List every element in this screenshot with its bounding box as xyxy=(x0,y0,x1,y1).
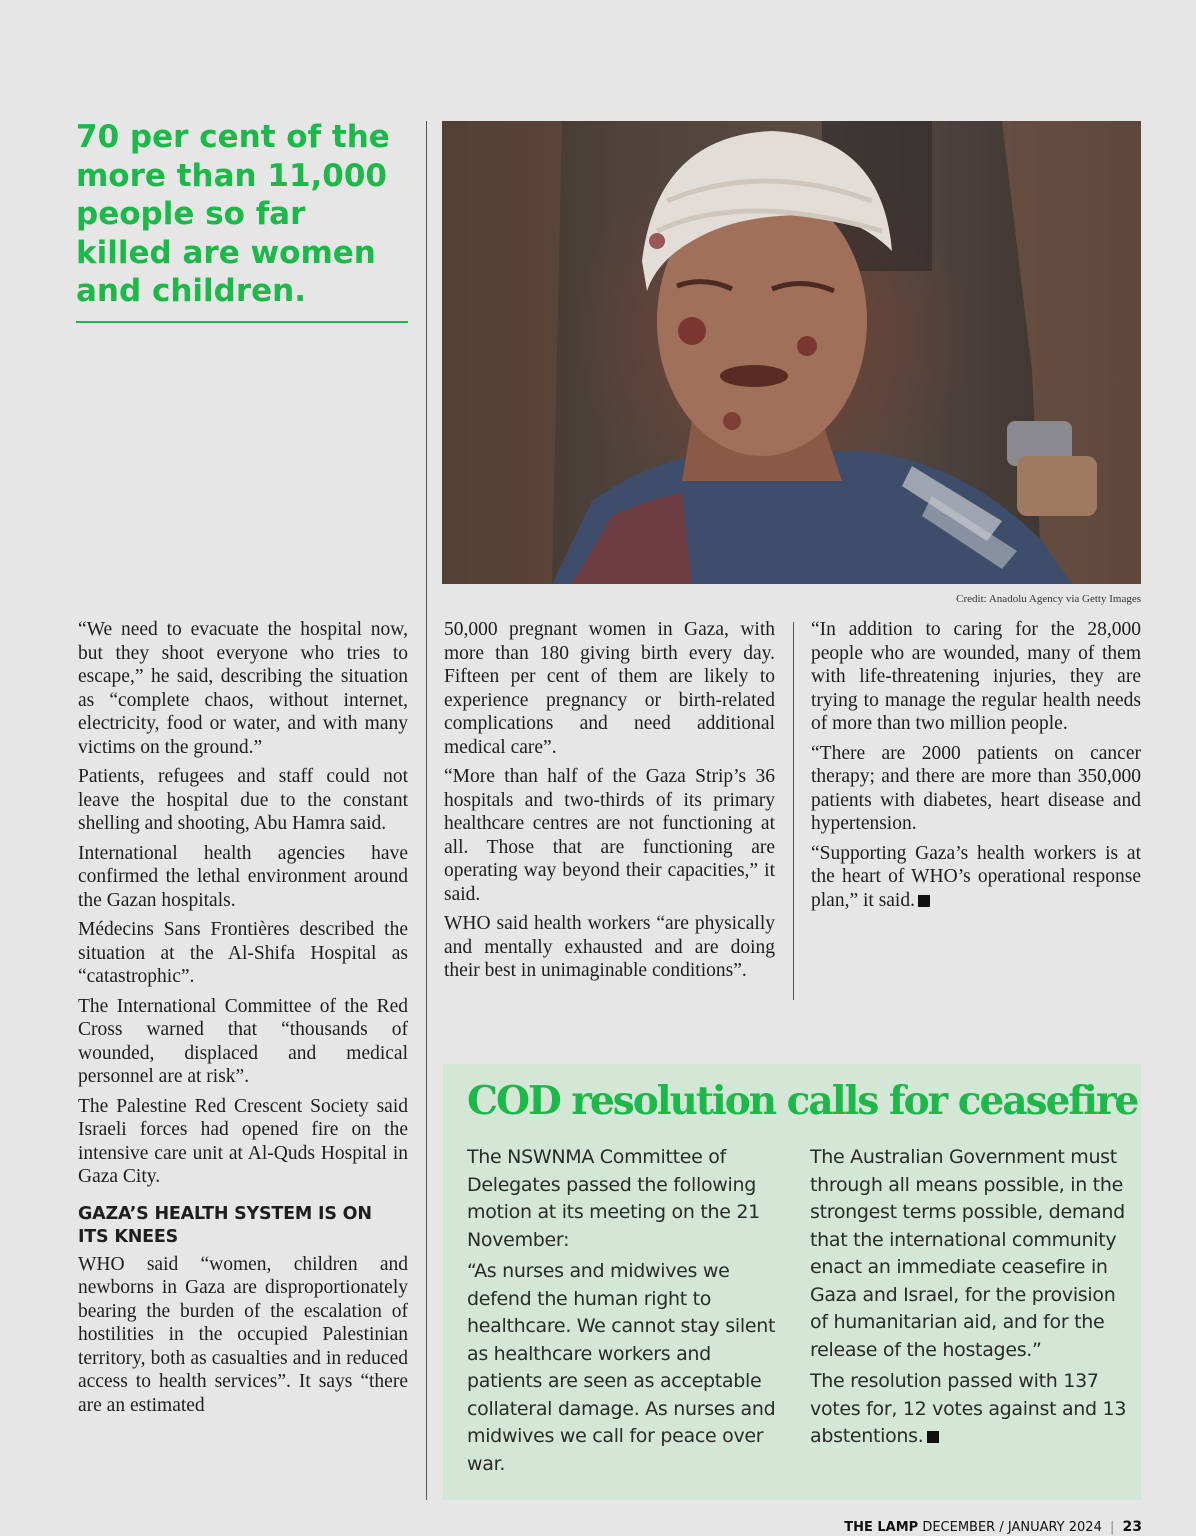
paragraph: “More than half of the Gaza Strip’s 36 hospitals and two-thirds of its primary healthcare centres are not functioning at all. Those that are functioning are operating way beyond their capacities,” it said. xyxy=(444,766,775,905)
paragraph: WHO said health workers “are physically and mentally exhausted and are doing their best in unimaginable conditions”. xyxy=(444,913,775,981)
page-number: 23 xyxy=(1122,1519,1142,1535)
paragraph: The International Committee of the Red Cross warned that “thousands of wounded, displaced and medical personnel are at risk”. xyxy=(78,995,408,1087)
article-column-2 xyxy=(444,618,775,989)
article-column-1 xyxy=(78,618,408,1423)
paragraph: “As nurses and midwives we defend the human right to healthcare. We cannot stay silent as healthcare workers and patients are seen as acceptable collateral damage. As nurses and midwives we call for peace over war. xyxy=(467,1260,776,1475)
paragraph-last xyxy=(810,1368,1130,1451)
article-column-3 xyxy=(811,618,1141,918)
footer-separator: | xyxy=(1109,1520,1115,1535)
paragraph: “We need to evacuate the hospital now, but they shoot everyone who tries to escape,” he said, describing the situation as “complete chaos, without internet, electricity, food or water, and with many victims on the ground.” xyxy=(78,619,408,758)
paragraph: The Palestine Red Crescent Society said Israeli forces had opened fire on the intensive care unit at Al-Quds Hospital in Gaza City. xyxy=(78,1095,408,1187)
column-divider-right xyxy=(793,622,794,1000)
paragraph-last xyxy=(811,842,1141,913)
paragraph: International health agencies have confirmed the lethal environment around the Gazan hospitals. xyxy=(78,842,408,911)
page-footer xyxy=(844,1519,1142,1535)
paragraph: “In addition to caring for the 28,000 people who are wounded, many of them with life-threatening injuries, they are trying to manage the regular health needs of more than two million people. xyxy=(811,619,1141,734)
article-photo xyxy=(442,121,1141,584)
sidebar-column-2 xyxy=(810,1144,1130,1455)
paragraph-text: The resolution passed with 137 votes for, 12 votes against and 13 abstentions. xyxy=(810,1370,1127,1447)
paragraph-text: “Supporting Gaza’s health workers is at the heart of WHO’s operational response plan,” it said. xyxy=(811,842,1141,911)
sidebar-title: COD resolution calls for ceasefire xyxy=(467,1078,1138,1124)
paragraph: The Australian Government must through all means possible, in the strongest terms possible, demand that the international community enact an immediate ceasefire in Gaza and Israel, for the provision of humanitarian aid, and for the release of the hostages.” xyxy=(810,1146,1125,1361)
end-mark-icon xyxy=(918,895,930,907)
sidebar-box xyxy=(443,1064,1141,1500)
paragraph: WHO said “women, children and newborns in Gaza are disproportionately bearing the burden of the escalation of hostilities in the occupied Palestinian territory, both as casualties and in reduced access to health services”. It says “there are an estimated xyxy=(78,1253,408,1416)
issue-date: DECEMBER / JANUARY 2024 xyxy=(922,1520,1102,1535)
pull-quote-rule xyxy=(76,321,408,323)
sidebar-column-1 xyxy=(467,1144,787,1482)
photo-credit: Credit: Anadolu Agency via Getty Images xyxy=(956,593,1141,605)
photo-illustration xyxy=(442,121,1141,584)
paragraph: “There are 2000 patients on cancer therapy; and there are more than 350,000 patients with diabetes, heart disease and hypertension. xyxy=(811,742,1141,834)
pull-quote: 70 per cent of the more than 11,000 people so far killed are women and children. xyxy=(76,119,390,309)
end-mark-icon xyxy=(927,1431,939,1443)
article-subheading: GAZA’S HEALTH SYSTEM IS ON ITS KNEES xyxy=(78,1203,372,1247)
column-divider-left xyxy=(426,121,427,1500)
magazine-name: THE LAMP xyxy=(844,1520,919,1535)
paragraph: Patients, refugees and staff could not leave the hospital due to the constant shelling and shooting, Abu Hamra said. xyxy=(78,766,408,834)
paragraph: Médecins Sans Frontières described the situation at the Al-Shifa Hospital as “catastrophic”. xyxy=(78,919,408,987)
paragraph: 50,000 pregnant women in Gaza, with more than 180 giving birth every day. Fifteen per cent of them are likely to experience pregnancy or birth-related complications and need additional medical care”. xyxy=(444,619,775,758)
paragraph: The NSWNMA Committee of Delegates passed the following motion at its meeting on the 21 November: xyxy=(467,1146,760,1251)
